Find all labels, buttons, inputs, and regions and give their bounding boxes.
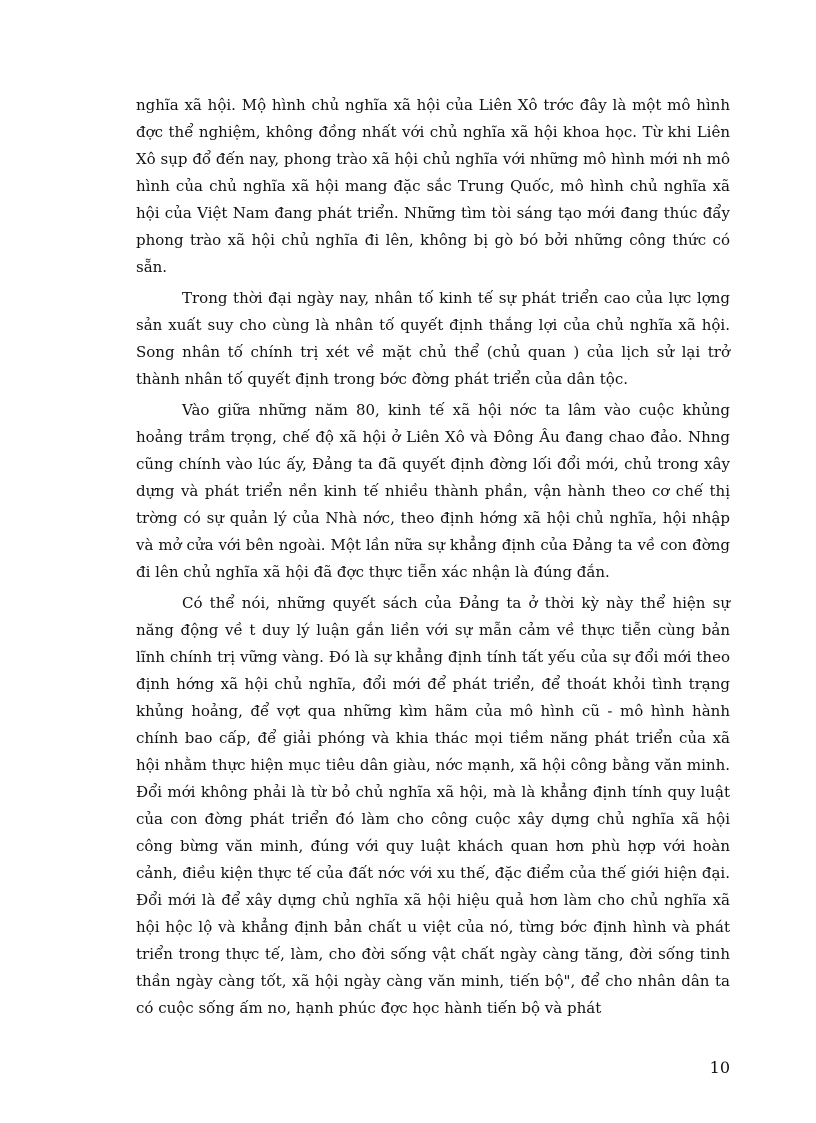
paragraph-3: Vào giữa những năm 80, kinh tế xã hội nớc ta lâm vào cuộc khủng hoảng trầm trọng, chế độ xã hội ở Liên Xô và Đông Âu đang chao đảo. Nhng cũng chính vào lúc ấy, Đảng ta đã quyết định đờng lối đổi mới, chủ trong xây dựng và phát triển nền kinh tế nhiều thành phần, vận hành theo cơ chế thị trờng có sự quản lý của Nhà nớc, theo định hớng xã hội chủ nghĩa, hội nhập và mở cửa với bên ngoài. Một lần nữa sự khẳng định của Đảng ta về con đờng đi lên chủ nghĩa xã hội đã đợc thực tiễn xác nhận là đúng đắn.: [136, 401, 730, 581]
paragraph-4: Có thể nói, những quyết sách của Đảng ta ở thời kỳ này thể hiện sự năng động về t duy lý luận gắn liền với sự mẫn cảm về thực tiễn cùng bản lĩnh chính trị vững vàng. Đó là sự khẳng định tính tất yếu của sự đổi mới theo định hớng xã hội chủ nghĩa, đổi mới để phát triển, để thoát khỏi tình trạng khủng hoảng, để vợt qua những kìm hãm của mô hình cũ - mô hình hành chính bao cấp, để giải phóng và khia thác mọi tiềm năng phát triển của xã hội nhằm thực hiện mục tiêu dân giàu, nớc mạnh, xã hội công bằng văn minh. Đổi mới không phải là từ bỏ chủ nghĩa xã hội, mà là khẳng định tính quy luật của con đờng phát triển đó làm cho công cuộc xây dựng chủ nghĩa xã hội công bừng văn minh, đúng với quy luật khách quan hơn phù hợp với hoàn cảnh, điều kiện thực tế của đất nớc với xu thế, đặc điểm của thế giới hiện đại. Đổi mới là để xây dựng chủ nghĩa xã hội hiệu quả hơn làm cho chủ nghĩa xã hội hộc lộ và khẳng định bản chất u việt của nó, từng bớc định hình và phát triển trong thực tế, làm, cho đời sống vật chất ngày càng tăng, đời sống tinh thần ngày càng tốt, xã hội ngày càng văn minh, tiến bộ", để cho nhân dân ta có cuộc sống ấm no, hạnh phúc đợc học hành tiến bộ và phát: [136, 594, 730, 1017]
paragraph-2: Trong thời đại ngày nay, nhân tố kinh tế sự phát triển cao của lực lợng sản xuất suy cho cùng là nhân tố quyết định thắng lợi của chủ nghĩa xã hội. Song nhân tố chính trị xét về mặt chủ thể (chủ quan ) của lịch sử lại trở thành nhân tố quyết định trong bớc đờng phát triển của dân tộc.: [136, 289, 730, 388]
paragraph-1: nghĩa xã hội. Mộ hình chủ nghĩa xã hội của Liên Xô trớc đây là một mô hình đợc thể nghiệm, không đồng nhất với chủ nghĩa xã hội khoa học. Từ khi Liên Xô sụp đổ đến nay, phong trào xã hội chủ nghĩa với những mô hình mới nh mô hình của chủ nghĩa xã hội mang đặc sắc Trung Quốc, mô hình chủ nghĩa xã hội của Việt Nam đang phát triển. Những tìm tòi sáng tạo mới đang thúc đẩy phong trào xã hội chủ nghĩa đi lên, không bị gò bó bởi những công thức có sẵn.: [136, 96, 730, 276]
page-body: [136, 92, 730, 1026]
page-number: 10: [709, 1058, 730, 1077]
